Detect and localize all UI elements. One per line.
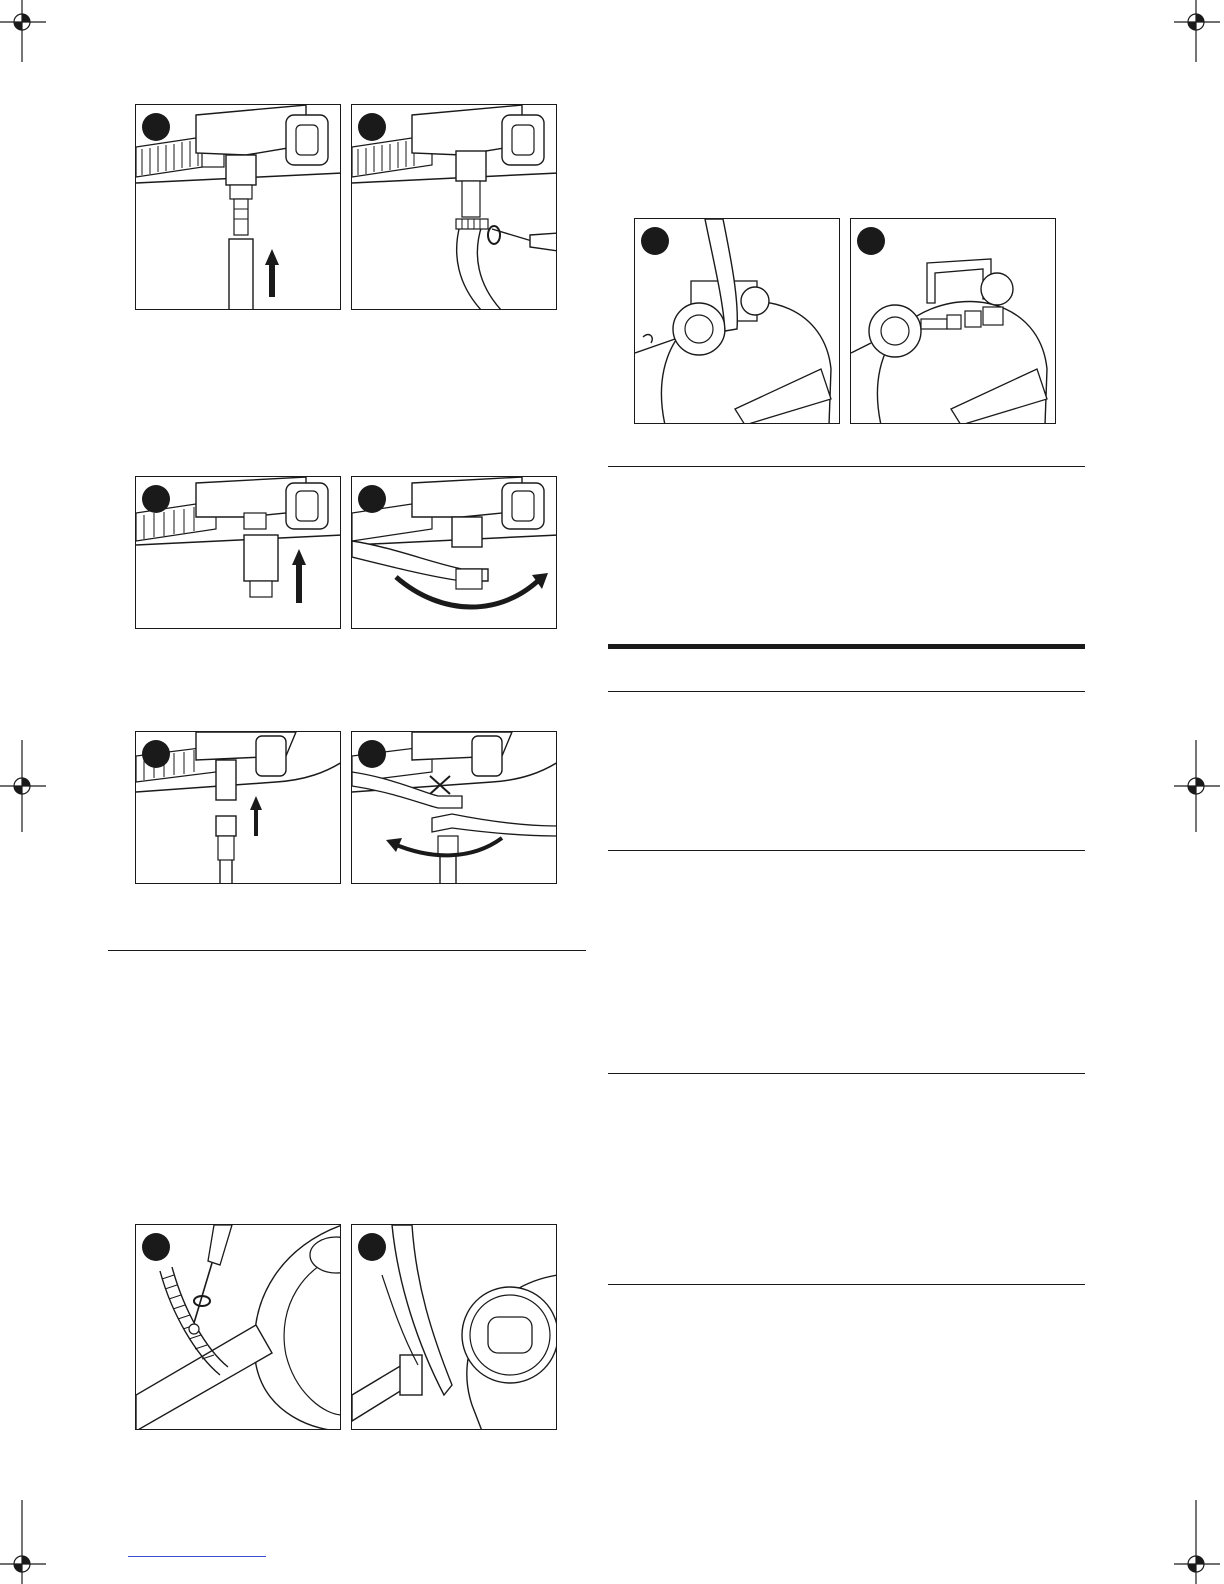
illustration-pipe-double-wrench — [351, 731, 557, 884]
registration-mark-top-left — [0, 0, 50, 70]
illustration-cylinder-wrench — [634, 218, 840, 424]
illustration-pipe-nut-insert — [135, 731, 341, 884]
illustration-pipe-adapter-insert — [135, 476, 341, 629]
illustration-pipe-wrench-tighten — [351, 476, 557, 629]
section-divider-left — [108, 950, 586, 951]
step-badge — [857, 227, 885, 255]
registration-mark-bottom-right — [1174, 1500, 1224, 1584]
registration-mark-top-right — [1174, 0, 1224, 70]
registration-mark-mid-right — [1174, 740, 1224, 834]
step-badge — [142, 740, 170, 768]
step-badge — [358, 113, 386, 141]
illustration-regulator-wrench — [351, 1224, 557, 1430]
step-badge — [142, 113, 170, 141]
section-divider — [608, 850, 1085, 851]
step-badge — [142, 1233, 170, 1261]
step-badge — [358, 740, 386, 768]
step-badge — [358, 485, 386, 513]
registration-mark-mid-left — [0, 740, 50, 834]
illustration-pipe-hose-insert — [135, 104, 341, 310]
step-badge — [142, 485, 170, 513]
footer-link-underline — [128, 1556, 266, 1557]
illustration-pipe-hose-clamp — [351, 104, 557, 310]
section-divider — [608, 1073, 1085, 1074]
step-badge — [641, 227, 669, 255]
illustration-regulator-hose-clamp — [135, 1224, 341, 1430]
step-badge — [358, 1233, 386, 1261]
section-divider — [608, 691, 1085, 692]
registration-mark-bottom-left — [0, 1500, 50, 1584]
section-divider-heavy — [608, 644, 1085, 649]
section-divider — [608, 466, 1085, 467]
illustration-cylinder-regulator — [850, 218, 1056, 424]
section-divider — [608, 1284, 1085, 1285]
